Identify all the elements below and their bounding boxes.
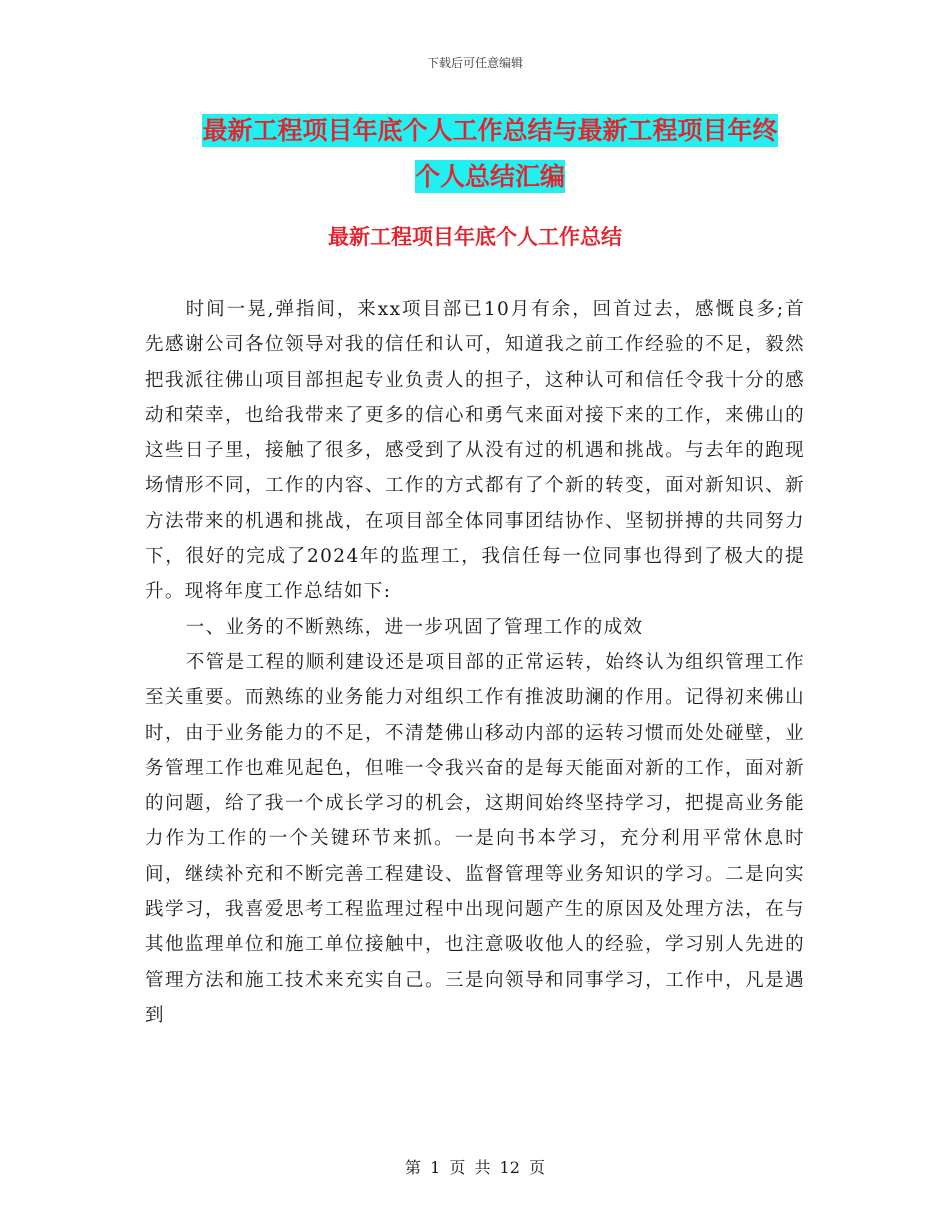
paragraph-business: 不管是工程的顺利建设还是项目部的正常运转，始终认为组织管理工作至关重要。而熟练的业务能力对组织工作有推波助澜的作用。记得初来佛山时，由于业务能力的不足，不清楚佛山移动内部的运转习惯而处处碰壁，业务管理工作也难见起色，但唯一令我兴奋的是每天能面对新的工作，面对新的问题，给了我一个成长学习的机会，这期间始终坚持学习，把提高业务能力作为工作的一个关键环节来抓。一是向书本学习，充分利用平常休息时间，继续补充和不断完善工程建设、监督管理等业务知识的学习。二是向实践学习，我喜爱思考工程监理过程中出现问题产生的原因及处理方法，在与其他监理单位和施工单位接触中，也注意吸收他人的经验，学习别人先进的管理方法和施工技术来充实自己。三是向领导和同事学习，工作中，凡是遇到 [145,651,805,1026]
document-title [140,108,840,200]
paragraph-heading-1: 一、业务的不断熟练，进一步巩固了管理工作的成效 [185,616,644,638]
body-text [145,292,805,1033]
paragraph-intro: 时间一晃,弹指间，来xx项目部已10月有余，回首过去，感慨良多;首先感谢公司各位领导对我的信任和认可，知道我之前工作经验的不足，毅然把我派往佛山项目部担起专业负责人的担子，这种认可和信任令我十分的感动和荣幸，也给我带来了更多的信心和勇气来面对接下来的工作，来佛山的这些日子里，接触了很多，感受到了从没有过的机遇和挑战。与去年的跑现场情形不同，工作的内容、工作的方式都有了个新的转变，面对新知识、新方法带来的机遇和挑战，在项目部全体同事团结协作、坚韧拼搏的共同努力下，很好的完成了2024年的监理工，我信任每一位同事也得到了极大的提升。现将年度工作总结如下: [145,299,805,603]
page-footer: 第 1 页 共 12 页 [405,1158,545,1177]
document-title-line-1: 最新工程项目年底个人工作总结与最新工程项目年终 [202,116,778,145]
document-title-line-2: 个人总结汇编 [414,162,565,191]
header-note: 下载后可任意编辑 [426,56,523,70]
section-title: 最新工程项目年底个人工作总结 [328,225,622,249]
